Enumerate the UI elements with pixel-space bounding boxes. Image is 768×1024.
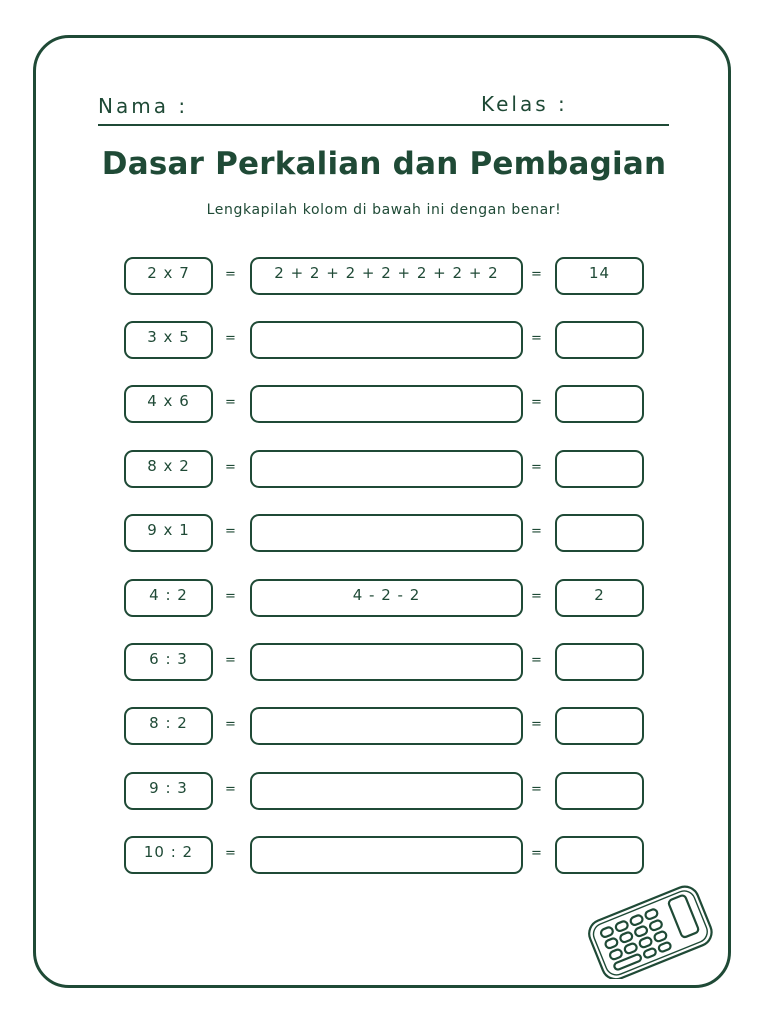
equals-sign: =: [225, 653, 236, 668]
question-box: 3 x 5: [124, 321, 213, 359]
equals-sign: =: [225, 717, 236, 732]
worksheet-title: Dasar Perkalian dan Pembagian: [101, 146, 667, 182]
calculator-icon: [580, 884, 720, 979]
equals-sign: =: [531, 395, 542, 410]
working-field[interactable]: [250, 643, 523, 681]
equals-sign: =: [531, 782, 542, 797]
equals-sign: =: [531, 524, 542, 539]
equals-sign: =: [531, 717, 542, 732]
problem-row: [0, 321, 768, 359]
equals-sign: =: [531, 267, 542, 282]
question-box: 10 : 2: [124, 836, 213, 874]
answer-field[interactable]: 2: [555, 579, 644, 617]
class-label: Kelas :: [481, 92, 568, 116]
equals-sign: =: [225, 524, 236, 539]
problem-row: [0, 257, 768, 295]
answer-field[interactable]: [555, 772, 644, 810]
working-field[interactable]: [250, 514, 523, 552]
working-field[interactable]: [250, 385, 523, 423]
equals-sign: =: [531, 589, 542, 604]
answer-field[interactable]: 14: [555, 257, 644, 295]
equals-sign: =: [225, 267, 236, 282]
working-field[interactable]: [250, 321, 523, 359]
equals-sign: =: [531, 460, 542, 475]
working-field[interactable]: [250, 707, 523, 745]
equals-sign: =: [225, 395, 236, 410]
working-field[interactable]: [250, 836, 523, 874]
answer-field[interactable]: [555, 514, 644, 552]
problem-row: [0, 772, 768, 810]
problem-row: [0, 385, 768, 423]
question-box: 6 : 3: [124, 643, 213, 681]
name-label: Nama :: [98, 94, 189, 118]
equals-sign: =: [225, 782, 236, 797]
problem-row: [0, 836, 768, 874]
question-box: 8 : 2: [124, 707, 213, 745]
name-line: [98, 124, 669, 126]
answer-field[interactable]: [555, 836, 644, 874]
equals-sign: =: [225, 331, 236, 346]
question-box: 9 : 3: [124, 772, 213, 810]
equals-sign: =: [531, 331, 542, 346]
question-box: 4 : 2: [124, 579, 213, 617]
equals-sign: =: [531, 653, 542, 668]
equals-sign: =: [225, 589, 236, 604]
equals-sign: =: [225, 460, 236, 475]
problem-row: [0, 643, 768, 681]
question-box: 4 x 6: [124, 385, 213, 423]
working-field[interactable]: 2 + 2 + 2 + 2 + 2 + 2 + 2: [250, 257, 523, 295]
answer-field[interactable]: [555, 321, 644, 359]
working-field[interactable]: [250, 772, 523, 810]
problem-row: [0, 514, 768, 552]
question-box: 8 x 2: [124, 450, 213, 488]
answer-field[interactable]: [555, 643, 644, 681]
working-field[interactable]: [250, 450, 523, 488]
problem-row: [0, 579, 768, 617]
equals-sign: =: [225, 846, 236, 861]
question-box: 2 x 7: [124, 257, 213, 295]
answer-field[interactable]: [555, 707, 644, 745]
question-box: 9 x 1: [124, 514, 213, 552]
working-field[interactable]: 4 - 2 - 2: [250, 579, 523, 617]
problem-row: [0, 707, 768, 745]
answer-field[interactable]: [555, 385, 644, 423]
equals-sign: =: [531, 846, 542, 861]
answer-field[interactable]: [555, 450, 644, 488]
problem-row: [0, 450, 768, 488]
worksheet-instructions: Lengkapilah kolom di bawah ini dengan benar!: [206, 202, 562, 218]
